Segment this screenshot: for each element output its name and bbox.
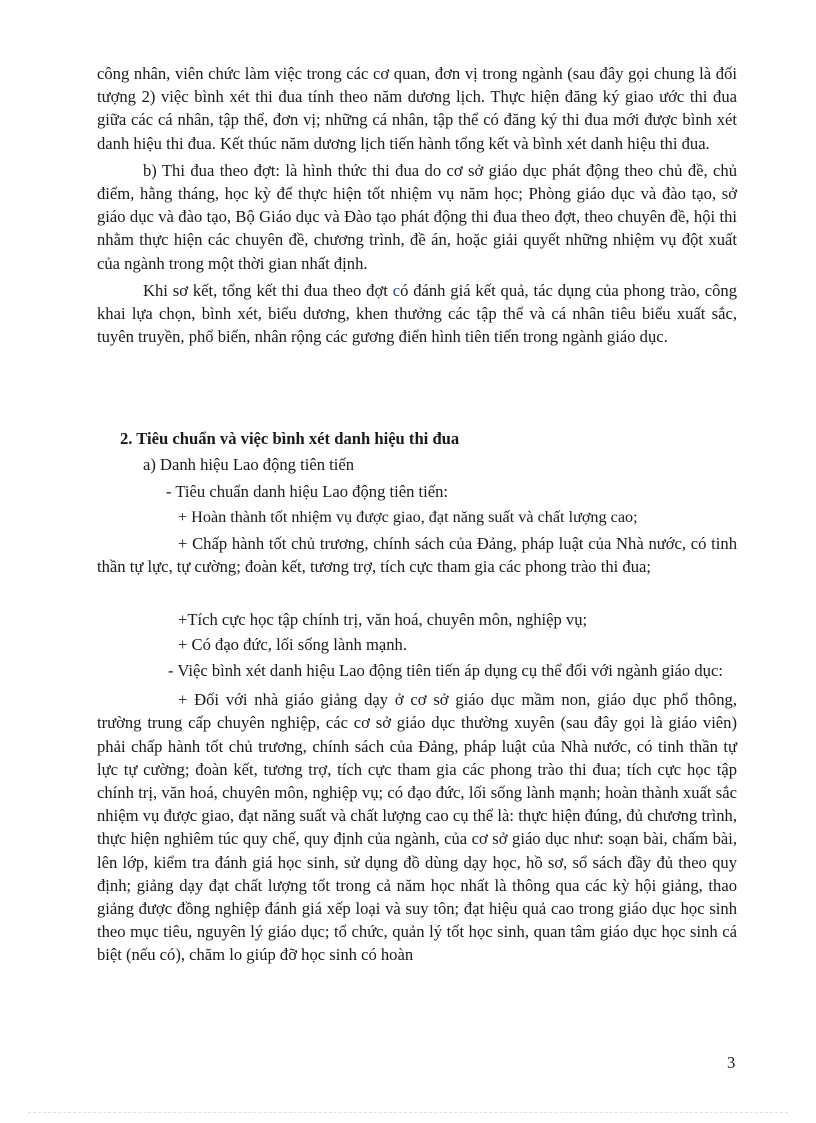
section-intro [97,62,737,348]
paragraph-annual-emulation: công nhân, viên chức làm việc trong các cơ quan, đơn vị trong ngành (sau đây gọi chung là đối tượng 2) việc bình xét thi đua tính theo năm dương lịch. Thực hiện đăng ký giao ước thi đua giữa các cá nhân, tập thể, đơn vị; những cá nhân, tập thể có đăng ký thi đua mới được bình xét danh hiệu thi đua. Kết thúc năm dương lịch tiến hành tổng kết và bình xét danh hiệu thi đua. [97,64,737,153]
criteria-item-3: +Tích cực học tập chính trị, văn hoá, chuyên môn, nghiệp vụ; [178,610,588,629]
criteria-item-4: + Có đạo đức, lối sống lành mạnh. [178,635,407,654]
teacher-criteria: + Đối với nhà giáo giảng dạy ở cơ sở giáo dục mầm non, giáo dục phổ thông, trường trung cấp chuyên nghiệp, các cơ sở giáo dục thường xuyên (sau đây gọi là giáo viên) phải chấp hành tốt chủ trương, chính sách của Đảng, pháp luật của Nhà nước, có tinh thần tự lực tự cường; đoàn kết, tương trợ, tích cực tham gia các phong trào thi đua; tích cực học tập chính trị, văn hoá, chuyên môn, nghiệp vụ; có đạo đức, lối sống lành mạnh; hoàn thành xuất sắc nhiệm vụ được giao, đạt năng suất và chất lượng cao cụ thể là: thực hiện đúng, đủ chương trình, thực hiện nghiêm túc quy chế, quy định của ngành, của cơ sở giáo dục như: soạn bài, chấm bài, lên lớp, kiểm tra đánh giá học sinh, sử dụng đồ dùng dạy học, hồ sơ, sổ sách đầy đủ theo quy định; giảng dạy đạt chất lượng tốt trong cả năm học nhất là thông qua các kỳ hội giảng, thao giảng được đồng nghiệp đánh giá xếp loại và suy tôn; đạt hiệu quả cao trong giáo dục học sinh theo mục tiêu, nguyên lý giáo dục; tổ chức, quản lý tốt học sinh, quan tâm giáo dục học sinh cá biệt (nếu có), chăm lo giúp đỡ học sinh có hoàn [97,690,737,965]
page-number: 3 [727,1053,736,1072]
subheading-a: a) Danh hiệu Lao động tiên tiến [143,455,355,474]
paragraph-review [97,279,737,349]
criteria-item-2: + Chấp hành tốt chủ trương, chính sách của Đảng, pháp luật của Nhà nước, có tinh thần tự lực, tự cường; đoàn kết, tương trợ, tích cực tham gia các phong trào thi đua; [97,534,737,577]
criteria-item-2-block [97,532,737,578]
footer-divider [28,1112,788,1113]
paragraph-periodic-emulation: b) Thi đua theo đợt: là hình thức thi đua do cơ sở giáo dục phát động theo chủ đề, chủ điểm, hằng tháng, học kỳ để thực hiện tốt nhiệm vụ năm học; Phòng giáo dục và đào tạo, sở giáo dục và đào tạo, Bộ Giáo dục và Đào tạo phát động thi đua theo đợt, theo chuyên đề, hội thi nhằm thực hiện các chuyên đề, chương trình, đề án, hoặc giải quyết những nhiệm vụ đột xuất của ngành trong một thời gian nhất định. [97,160,737,273]
criteria-item-1: + Hoàn thành tốt nhiệm vụ được giao, đạt năng suất và chất lượng cao; [178,508,638,526]
paragraph-review-highlight: c [392,280,401,300]
section-heading: 2. Tiêu chuẩn và việc bình xét danh hiệu thi đua [120,429,460,448]
paragraph-review-part1: Khi sơ kết, tổng kết thi đua theo đợt [143,280,393,300]
paragraph-review-part2: ó đánh giá kết quả, tác dụng của phong trào, công khai lựa chọn, bình xét, biểu dương, khen thưởng các tập thể và cá nhân tiêu biểu xuất sắc, tuyên truyền, phổ biến, nhân rộng các gương điển hình tiên tiến trong ngành giáo dục. [97,280,737,347]
criteria-title: - Tiêu chuẩn danh hiệu Lao động tiên tiến: [166,482,449,501]
application-block [97,659,737,967]
application-title: - Việc bình xét danh hiệu Lao động tiên tiến áp dụng cụ thể đối với ngành giáo dục: [168,661,723,680]
